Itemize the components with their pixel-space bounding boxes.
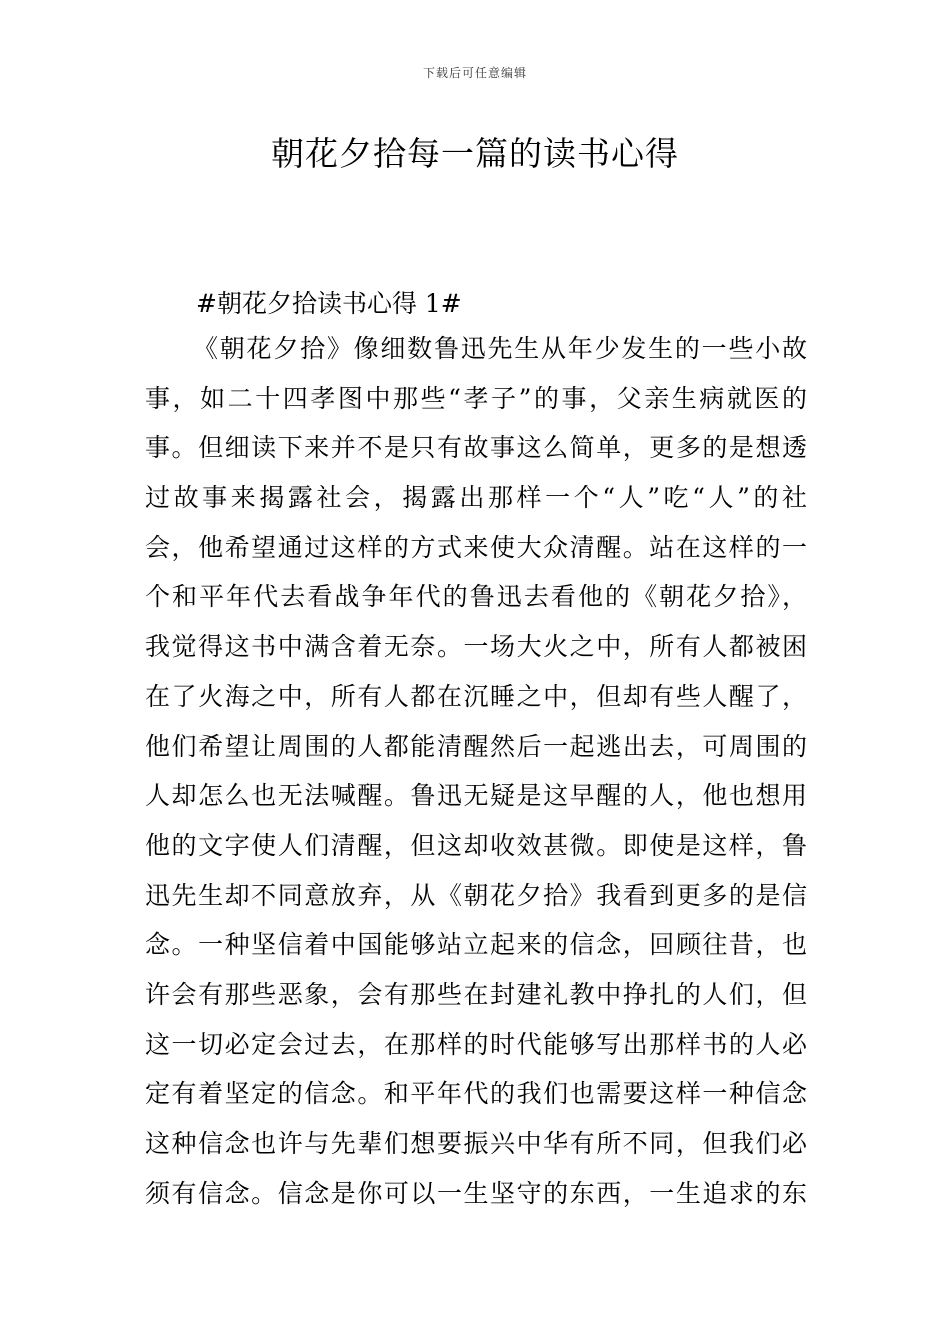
- text-line: 这种信念也许与先辈们想要振兴中华有所不同，但我们必: [145, 1129, 807, 1158]
- header-note: 下载后可任意编辑: [422, 66, 527, 80]
- text-line: 须有信念。信念是你可以一生坚守的东西，一生追求的东: [145, 1178, 807, 1208]
- text-line: 在了火海之中，所有人都在沉睡之中，但却有些人醒了，: [145, 681, 807, 711]
- text-line: 他的文字使人们清醒，但这却收效甚微。即使是这样，鲁: [145, 830, 807, 860]
- text-line: 《朝花夕拾》像细数鲁迅先生从年少发生的一些小故: [193, 334, 807, 363]
- text-line: 事。但细读下来并不是只有故事这么简单，更多的是想透: [145, 433, 807, 463]
- text-line: 这一切必定会过去，在那样的时代能够写出那样书的人必: [145, 1029, 807, 1059]
- text-line: 会，他希望通过这样的方式来使大众清醒。站在这样的一: [145, 532, 807, 562]
- body-paragraph: [145, 324, 807, 1218]
- text-line: 定有着坚定的信念。和平年代的我们也需要这样一种信念: [145, 1079, 807, 1109]
- document-title: 朝花夕拾每一篇的读书心得: [271, 134, 679, 173]
- section-heading: #朝花夕拾读书心得 1#: [196, 289, 462, 318]
- text-line: 事，如二十四孝图中那些“孝子”的事，父亲生病就医的: [145, 383, 807, 413]
- text-line: 个和平年代去看战争年代的鲁迅去看他的《朝花夕拾》，: [145, 582, 807, 612]
- text-line: 人却怎么也无法喊醒。鲁迅无疑是这早醒的人，他也想用: [145, 781, 807, 811]
- text-line: 我觉得这书中满含着无奈。一场大火之中，所有人都被困: [145, 632, 807, 662]
- text-line: 念。一种坚信着中国能够站立起来的信念，回顾往昔，也: [145, 930, 807, 960]
- text-line: 他们希望让周围的人都能清醒然后一起逃出去，可周围的: [145, 731, 807, 761]
- text-line: 过故事来揭露社会，揭露出那样一个“人”吃“人”的社: [145, 483, 807, 513]
- text-line: 迅先生却不同意放弃，从《朝花夕拾》我看到更多的是信: [145, 880, 807, 910]
- text-line: 许会有那些恶象，会有那些在封建礼教中挣扎的人们，但: [145, 979, 807, 1009]
